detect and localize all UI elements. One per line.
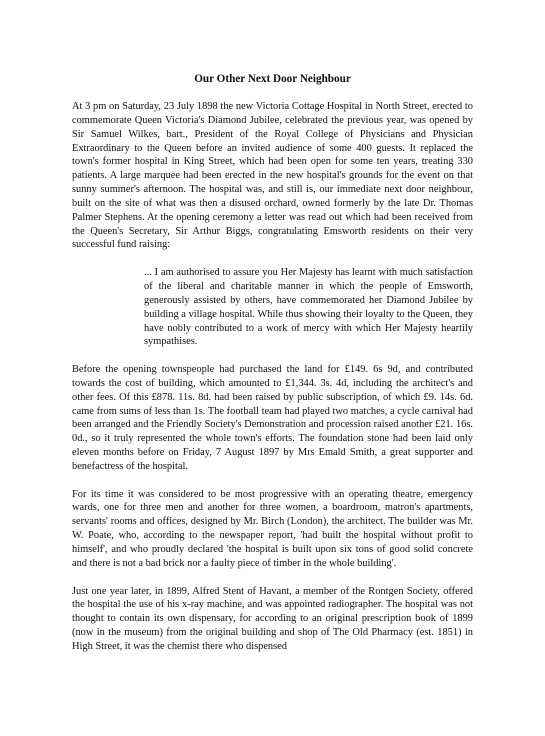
page-title: Our Other Next Door Neighbour bbox=[194, 73, 351, 85]
paragraph-funding: Before the opening townspeople had purchased the land for £149. 6s 9d, and contributed towards the cost of building, which amounted to £1,344. 3s. 4d, including the architect's and other fees. Of this £878. 11s. 8d. had been raised by public subscription, of which £9. 14s. 6d. came from sums of less than 1s. The football team had played two matches, a cycle carnival had been arranged and the Friendly Society's Demonstration and procession raised another £21. 16s. 0d., so it truly represented the whole town's efforts. The foundation stone had been laid only eleven months before on Friday, 7 August 1897 by Mrs Emald Smith, a great supporter and benefactress of the hospital. bbox=[72, 364, 473, 472]
document-page bbox=[72, 72, 473, 668]
block-quote-queens-letter: ... I am authorised to assure you Her Majesty has learnt with much satisfaction of the liberal and charitable manner in which the people of Emsworth, generously assisted by others, have commemorated her Diamond Jubilee by building a village hospital. While thus showing their loyalty to the Queen, they have nobly contributed to a work of mercy with which Her Majesty heartily sympathises. bbox=[144, 267, 473, 348]
paragraph-opening: At 3 pm on Saturday, 23 July 1898 the new Victoria Cottage Hospital in North Street, erected to commemorate Queen Victoria's Diamond Jubilee, celebrated the previous year, was opened by Sir Samuel Wilkes, bart., President of the Royal College of Physicians and Physician Extraordinary to the Queen before an invited audience of some 400 guests. It replaced the town's former hospital in King Street, which had been open for some ten years, treating 330 patients. A large marquee had been erected in the new hospital's grounds for the event on that sunny summer's afternoon. The hospital was, and still is, our immediate next door neighbour, built on the site of what was then a disused orchard, owned formerly by the late Dr. Thomas Palmer Stephens. At the opening ceremony a letter was read out which had been received from the Queen's Secretary, Sir Arthur Biggs, congratulating Emsworth residents on their very successful fund raising: bbox=[72, 101, 473, 251]
paragraph-x-ray: Just one year later, in 1899, Alfred Stent of Havant, a member of the Rontgen Society, offered the hospital the use of his x-ray machine, and was appointed radiographer. The hospital was not thought to contain its own dispensary, for according to an original prescription book of 1899 (now in the museum) from the original building and shop of The Old Pharmacy (est. 1851) in High Street, it was the chemist there who dispensed bbox=[72, 585, 473, 652]
paragraph-facilities: For its time it was considered to be most progressive with an operating theatre, emergency wards, one for three men and another for three women, a boardroom, matron's apartments, servants' rooms and offices, designed by Mr. Birch (London), the architect. The builder was Mr. W. Poate, who, according to the newspaper report, 'had built the hospital without profit to himself', and who proudly declared 'the hospital is built upon six tons of good solid concrete and there is not a bad brick nor a faulty piece of timber in the whole building'. bbox=[72, 488, 473, 569]
